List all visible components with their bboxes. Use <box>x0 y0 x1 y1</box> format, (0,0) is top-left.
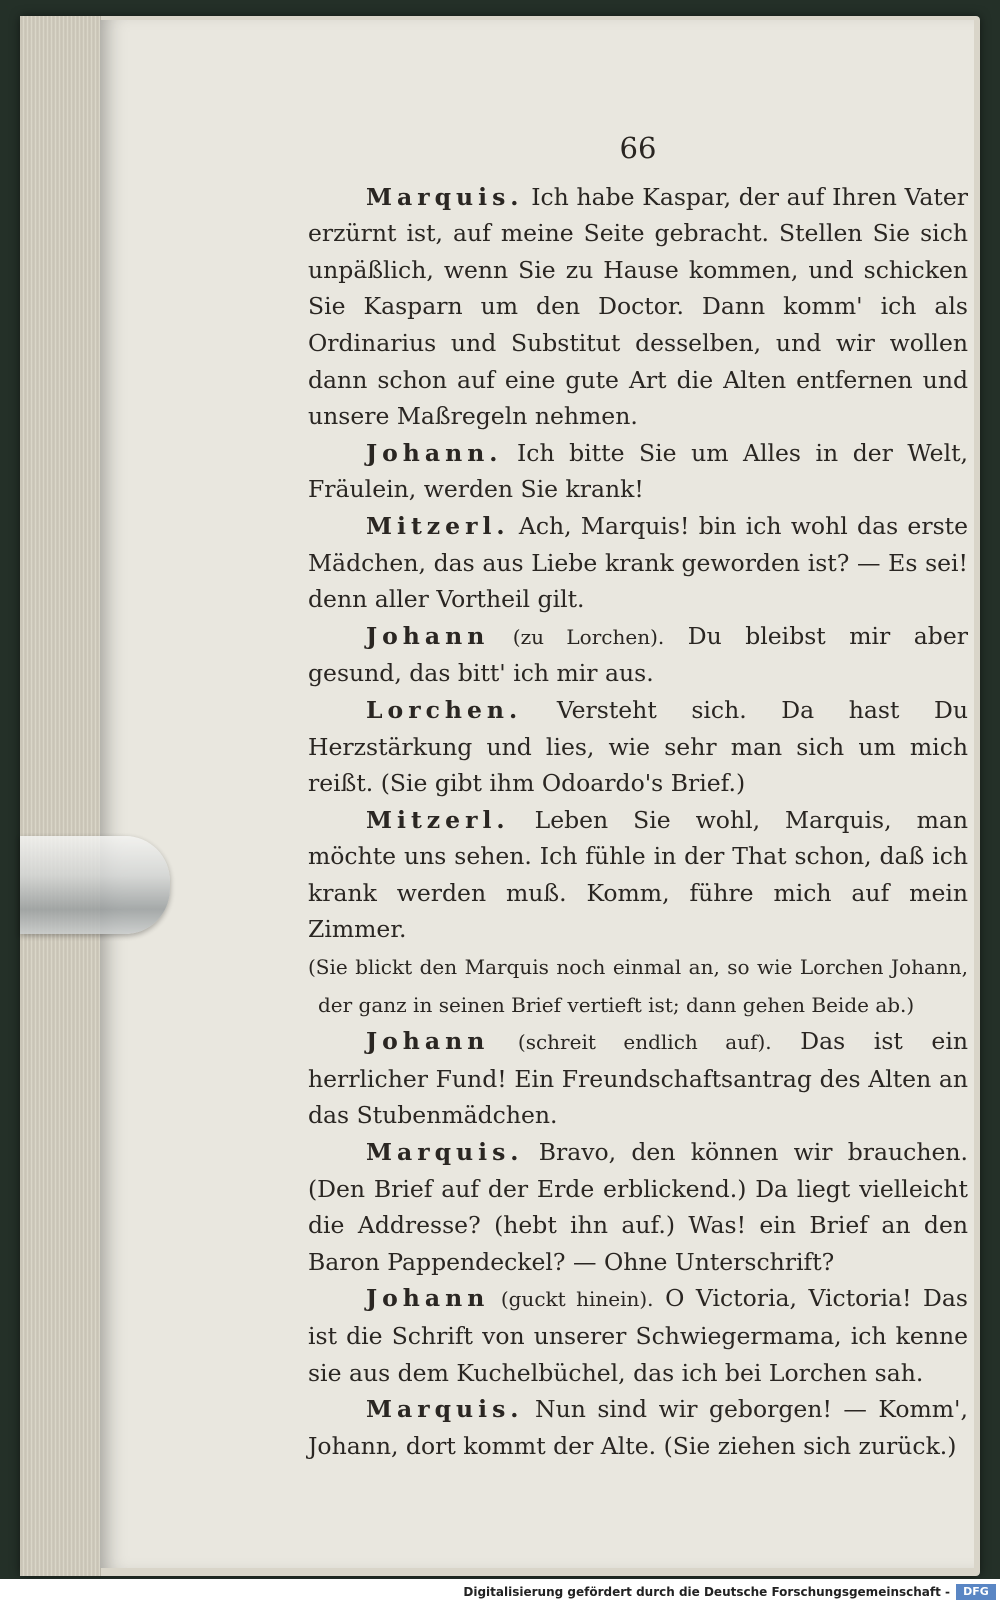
paragraph <box>308 1391 968 1464</box>
speaker-name: Johann <box>366 1027 490 1056</box>
book-page <box>100 20 974 1568</box>
paragraph <box>308 1023 968 1134</box>
paragraph <box>308 1134 968 1280</box>
speaker-name: Johann <box>366 621 490 650</box>
stage-paragraph <box>308 948 968 1023</box>
dialogue-text: O Victoria, Victoria! Das ist die Schrift von unserer Schwiegermama, ich kenne sie aus dem Kuchelbüchel, das ich bei Lorchen sah. <box>308 1284 968 1387</box>
speaker-name: Marquis. <box>366 1138 524 1167</box>
paragraph <box>308 179 968 435</box>
dialogue-text: Das ist ein herrlicher Fund! Ein Freundschaftsantrag des Alten an das Stubenmädchen. <box>308 1027 968 1130</box>
dialogue-text: Versteht sich. Da hast Du Herzstärkung und lies, wie sehr man sich um mich reißt. (Sie gibt ihm Odoardo's Brief.) <box>308 695 968 798</box>
paragraph <box>308 802 968 948</box>
speaker-name: Mitzerl. <box>366 805 510 834</box>
paragraph <box>308 618 968 692</box>
dialogue-text: Ich bitte Sie um Alles in der Welt, Fräulein, werden Sie krank! <box>308 438 968 504</box>
book <box>20 16 980 1576</box>
speaker-name: Lorchen. <box>366 695 523 724</box>
page-edges <box>20 16 101 1576</box>
stage-direction: (Sie blickt den Marquis noch einmal an, so wie Lorchen Johann, der ganz in seinen Brief vertieft ist; dann gehen Beide ab.) <box>308 955 968 1017</box>
dialogue-text: Leben Sie wohl, Marquis, man möchte uns sehen. Ich fühle in der That schon, daß ich krank werden muß. Komm, führe mich auf mein Zimmer. <box>308 805 968 944</box>
speaker-name: Johann <box>366 1284 490 1313</box>
page-number: 66 <box>619 131 657 165</box>
dfg-logo: DFG <box>956 1584 996 1600</box>
footer-credit: Digitalisierung gefördert durch die Deutsche Forschungsgemeinschaft - <box>463 1585 950 1599</box>
paragraph <box>308 1280 968 1391</box>
paragraph <box>308 508 968 618</box>
dialogue-text: Ach, Marquis! bin ich wohl das erste Mädchen, das aus Liebe krank geworden ist? — Es sei! denn aller Vortheil gilt. <box>308 511 968 614</box>
speaker-name: Marquis. <box>366 1395 524 1424</box>
dialogue-text: Bravo, den können wir brauchen. (Den Brief auf der Erde erblickend.) Da liegt vielleicht die Addresse? (hebt ihn auf.) Was! ein Brief an den Baron Pappendeckel? — Ohne Unterschrift? <box>308 1138 968 1276</box>
page-text <box>308 130 968 1464</box>
speaker-name: Marquis. <box>366 182 524 211</box>
dialogue-text: Nun sind wir geborgen! — Komm', Johann, dort kommt der Alte. (Sie ziehen sich zurück.) <box>308 1395 968 1460</box>
speaker-name: Johann. <box>366 438 503 467</box>
stage-direction: (zu Lorchen). <box>512 624 665 649</box>
stage-direction: (schreit endlich auf). <box>517 1030 772 1055</box>
dialogue-text: Ich habe Kaspar, der auf Ihren Vater erzürnt ist, auf meine Seite gebracht. Stellen Sie sich unpäßlich, wenn Sie zu Hause kommen, und schicken Sie Kasparn um den Doctor. Dann komm' ich als Ordinarius und Substitut desselben, und wir wollen dann schon auf eine gute Art die Alten entfernen und unsere Maßregeln nehmen. <box>308 182 968 431</box>
footer-bar <box>0 1579 1000 1605</box>
dialogue-text: Du bleibst mir aber gesund, das bitt' ich mir aus. <box>308 621 968 688</box>
paragraph <box>308 692 968 802</box>
paragraph <box>308 435 968 508</box>
page-clip <box>20 836 170 934</box>
speaker-name: Mitzerl. <box>366 511 510 540</box>
stage-direction: (guckt hinein). <box>500 1287 654 1312</box>
